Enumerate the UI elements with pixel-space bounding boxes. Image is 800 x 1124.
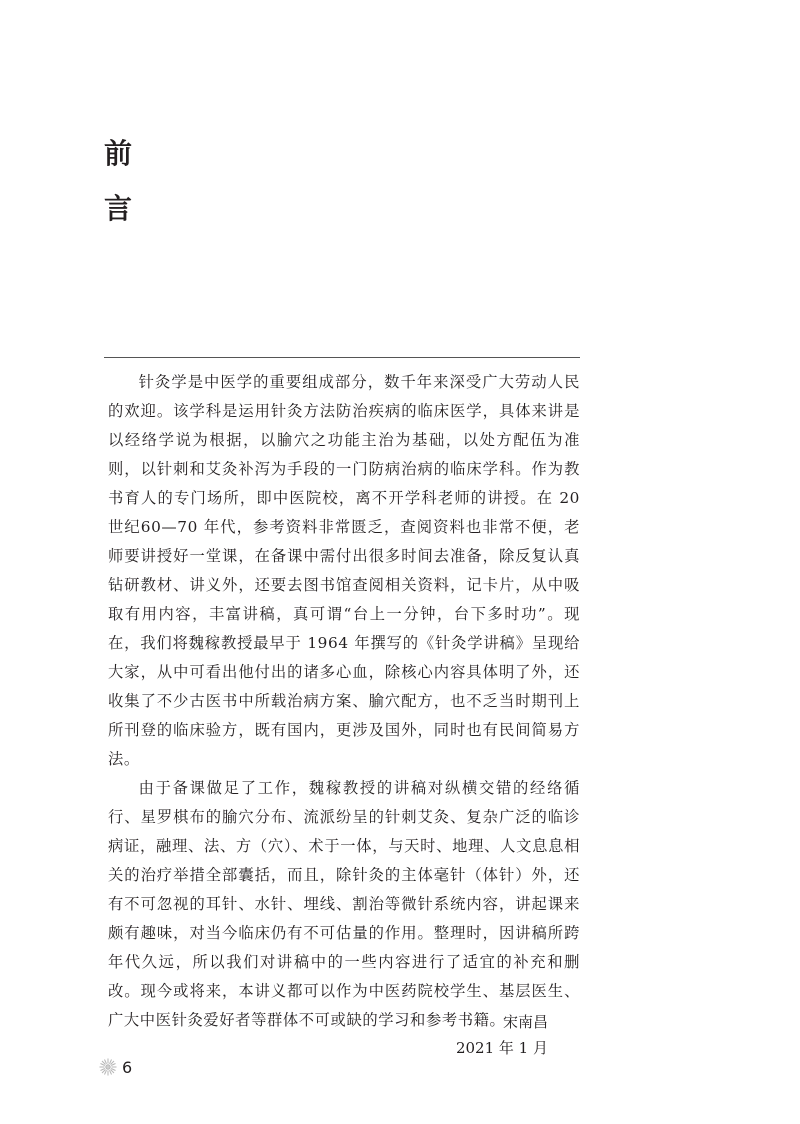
- flower-icon: [98, 1057, 118, 1077]
- author-signature: 宋南昌: [502, 1013, 548, 1031]
- page-footer: [98, 1057, 132, 1077]
- paragraph-1: 针灸学是中医学的重要组成部分，数千年来深受广大劳动人民的欢迎。该学科是运用针灸方法防治疾病的临床医学，具体来讲是以经络学说为根据，以腧穴之功能主治为基础，以处方配伍为准则，以针刺和艾灸补泻为手段的一门防病治病的临床学科。作为教书育人的专门场所，即中医院校，离不开学科老师的讲授。在 20 世纪60—70 年代，参考资料非常匮乏，查阅资料也非常不便，老师要讲授好一堂课，在备课中需付出很多时间去准备，除反复认真钻研教材、讲义外，还要去图书馆查阅相关资料，记卡片，从中吸取有用内容，丰富讲稿，真可谓“台上一分钟，台下多时功”。现在，我们将魏稼教授最早于 1964 年撰写的《针灸学讲稿》呈现给大家，从中可看出他付出的诸多心血，除核心内容具体明了外，还收集了不少古医书中所载治病方案、腧穴配方，也不乏当时期刊上所刊登的临床验方，既有国内，更涉及国外，同时也有民间简易方法。: [108, 373, 580, 768]
- page-title-char-2: 言: [104, 192, 133, 225]
- horizontal-divider: [104, 357, 580, 358]
- page-title-char-1: 前: [104, 137, 133, 170]
- date-line: 2021 年 1 月: [455, 1039, 548, 1057]
- preface-body: [108, 368, 580, 1035]
- paragraph-2: 由于备课做足了工作，魏稼教授的讲稿对纵横交错的经络循行、星罗棋布的腧穴分布、流派纷呈的针刺艾灸、复杂广泛的临诊病证，融理、法、方（穴）、术于一体，与天时、地理、人文息息相关的治疗举措全部囊括，而且，除针灸的主体毫针（体针）外，还有不可忽视的耳针、水针、埋线、割治等微针系统内容，讲起课来颇有趣味，对当今临床仍有不可估量的作用。整理时，因讲稿所跨年代久远，所以我们对讲稿中的一些内容进行了适宜的补充和删改。现今或将来，本讲义都可以作为中医药院校学生、基层医生、广大中医针灸爱好者等群体不可或缺的学习和参考书籍。: [108, 779, 580, 1029]
- page-number: 6: [122, 1057, 133, 1077]
